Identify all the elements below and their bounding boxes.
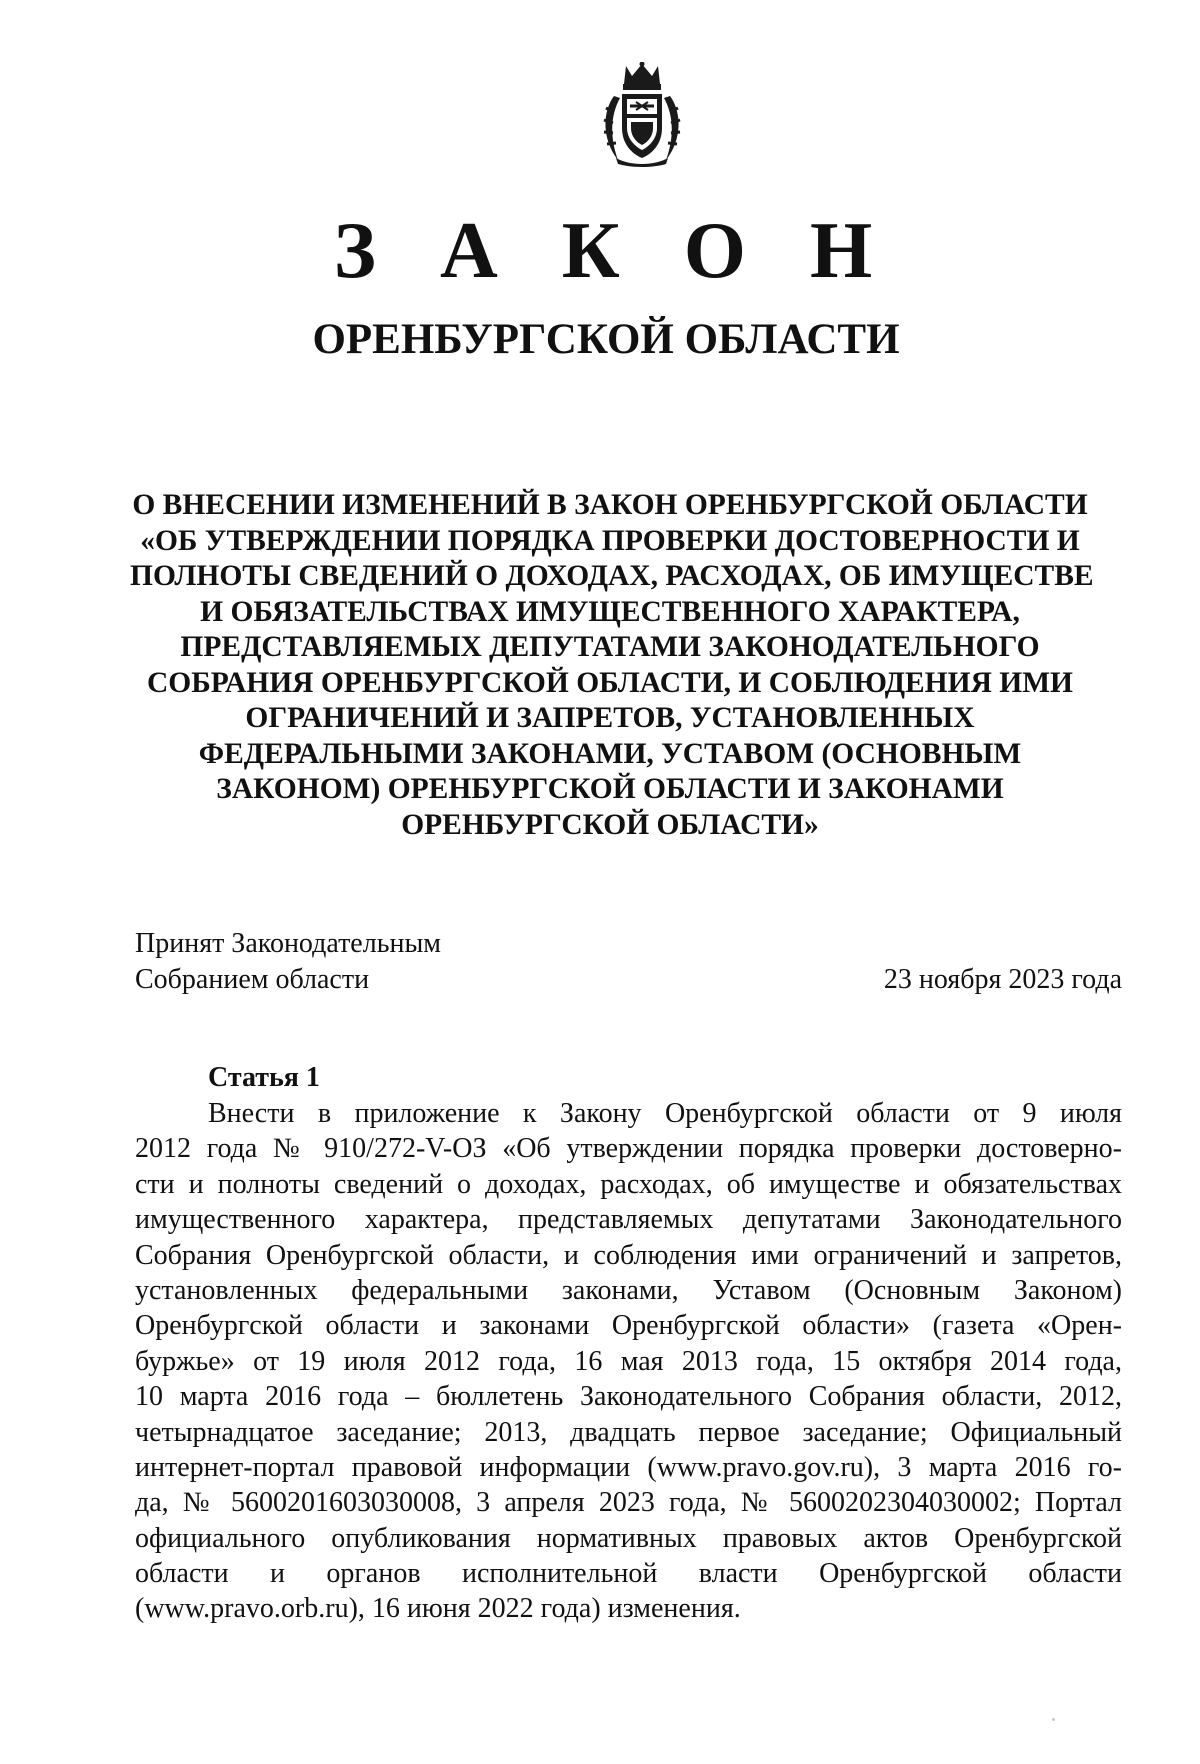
article-heading: Статья 1 — [208, 1062, 320, 1093]
article-line: сти и полноты сведений о доходах, расходах, об имуществе и обязательствах — [135, 1168, 1122, 1200]
article-line: 10 марта 2016 года – бюллетень Законодательного Собрания области, 2012, — [135, 1381, 1122, 1413]
article-body — [135, 1096, 1122, 1627]
adoption-note-line: Принят Законодательным — [135, 928, 441, 959]
law-heading: З А К О Н — [333, 207, 895, 295]
law-title-line: И ОБЯЗАТЕЛЬСТВАХ ИМУЩЕСТВЕННОГО ХАРАКТЕРА, — [200, 595, 1020, 628]
adoption-date: 23 ноября 2023 года — [883, 964, 1122, 995]
law-title-line: СОБРАНИЯ ОРЕНБУРГСКОЙ ОБЛАСТИ, И СОБЛЮДЕНИЯ ИМИ — [146, 666, 1073, 699]
article-line: Оренбургской области и законами Оренбургской области» (газета «Орен- — [135, 1310, 1122, 1342]
adoption-note-line: Собранием области — [135, 964, 370, 995]
law-title-line: О ВНЕСЕНИИ ИЗМЕНЕНИЙ В ЗАКОН ОРЕНБУРГСКОЙ ОБЛАСТИ — [132, 489, 1088, 521]
law-title-line: ФЕДЕРАЛЬНЫМИ ЗАКОНАМИ, УСТАВОМ (ОСНОВНЫМ — [198, 737, 1022, 770]
article-line: официального опубликования нормативных правовых актов Оренбургской — [135, 1522, 1122, 1554]
article-line: установленных федеральными законами, Уставом (Основным Законом) — [135, 1274, 1122, 1306]
law-title-line: «ОБ УТВЕРЖДЕНИИ ПОРЯДКА ПРОВЕРКИ ДОСТОВЕРНОСТИ И — [140, 524, 1080, 557]
law-title-line: ОРЕНБУРГСКОЙ ОБЛАСТИ» — [401, 808, 819, 841]
law-title-line: ПОЛНОТЫ СВЕДЕНИЙ О ДОХОДАХ, РАСХОДАХ, ОБ ИМУЩЕСТВЕ — [130, 560, 1094, 592]
law-title-line: ПРЕДСТАВЛЯЕМЫХ ДЕПУТАТАМИ ЗАКОНОДАТЕЛЬНОГО — [180, 631, 1040, 663]
article-line: области и органов исполнительной власти Оренбургской области — [135, 1558, 1122, 1590]
adoption-note — [135, 926, 441, 998]
law-title — [130, 488, 1094, 843]
law-title-line: ЗАКОНОМ) ОРЕНБУРГСКОЙ ОБЛАСТИ И ЗАКОНАМИ — [216, 773, 1004, 805]
scan-artifact — [1052, 1718, 1055, 1721]
article-line: (www.pravo.orb.ru), 16 июня 2022 года) изменения. — [135, 1593, 741, 1625]
law-title-line: ОГРАНИЧЕНИЙ И ЗАПРЕТОВ, УСТАНОВЛЕННЫХ — [245, 702, 975, 734]
article-line: да, № 5600201603030008, 3 апреля 2023 года, № 5600202304030002; Портал — [135, 1487, 1122, 1519]
article-line: четырнадцатое заседание; 2013, двадцать первое заседание; Официальный — [135, 1416, 1122, 1448]
article-line: интернет-портал правовой информации (www.pravo.gov.ru), 3 марта 2016 го- — [135, 1451, 1122, 1483]
article-line: Собрания Оренбургской области, и соблюдения ими ограничений и запретов, — [135, 1239, 1122, 1271]
coat-of-arms-icon — [596, 62, 688, 168]
article-line: буржье» от 19 июля 2012 года, 16 мая 2013 года, 15 октября 2014 года, — [135, 1345, 1122, 1377]
article-line: 2012 года № 910/272-V-ОЗ «Об утверждении порядка проверки достоверно- — [135, 1133, 1122, 1165]
article-line: Внести в приложение к Закону Оренбургской области от 9 июля — [208, 1098, 1122, 1129]
article-line: имущественного характера, представляемых депутатами Законодательного — [135, 1204, 1122, 1236]
region-heading: ОРЕНБУРГСКОЙ ОБЛАСТИ — [312, 316, 900, 363]
